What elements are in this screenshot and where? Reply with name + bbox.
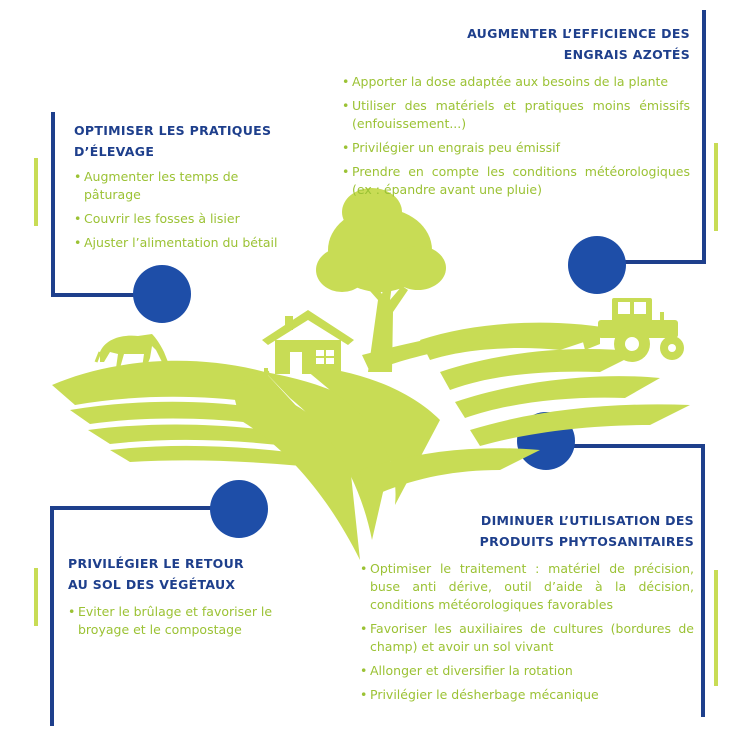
list-item: • Utiliser des matériels et pratiques moins émissifs (enfouissement...): [342, 97, 690, 133]
section-vegetaux: [68, 553, 293, 645]
list-item: • Ajuster l’alimentation du bétail: [74, 234, 299, 252]
bullet-list: [360, 560, 694, 704]
section-title: [360, 510, 694, 552]
list-item: • Augmenter les temps de pâturage: [74, 168, 299, 204]
list-item: • Optimiser le traitement : matériel de précision, buse anti dérive, outil d’aide à la décision, conditions météorologiques favorables: [360, 560, 694, 614]
title-line: AU SOL DES VÉGÉTAUX: [68, 577, 236, 592]
accent-bar-vegetaux: [34, 568, 38, 626]
house-icon: [262, 310, 354, 374]
list-item: • Privilégier le désherbage mécanique: [360, 686, 694, 704]
list-item: • Eviter le brûlage et favoriser le broyage et le compostage: [68, 603, 293, 639]
section-title: [68, 553, 293, 595]
accent-bar-engrais: [714, 143, 718, 231]
accent-bar-elevage: [34, 158, 38, 226]
bullet-list: [74, 168, 299, 252]
section-elevage: [74, 120, 299, 258]
title-line: OPTIMISER LES PRATIQUES: [74, 123, 272, 138]
list-item: • Prendre en compte les conditions météorologiques (ex : épandre avant une pluie): [342, 163, 690, 199]
circle-engrais: [568, 236, 626, 294]
list-item: • Allonger et diversifier la rotation: [360, 662, 694, 680]
title-line: ENGRAIS AZOTÉS: [563, 47, 690, 62]
list-item: • Couvrir les fosses à lisier: [74, 210, 299, 228]
accent-bar-phyto: [714, 570, 718, 686]
title-line: DIMINUER L’UTILISATION DES: [480, 513, 694, 528]
bullet-list: [342, 73, 690, 199]
title-line: PRIVILÉGIER LE RETOUR: [68, 556, 244, 571]
list-item: • Favoriser les auxiliaires de cultures (bordures de champ) et avoir un sol vivant: [360, 620, 694, 656]
title-line: AUGMENTER L’EFFICIENCE DES: [467, 26, 690, 41]
section-title: [342, 23, 690, 65]
section-title: [74, 120, 299, 162]
circle-vegetaux: [210, 480, 268, 538]
section-engrais: [342, 23, 690, 205]
list-item: • Apporter la dose adaptée aux besoins de la plante: [342, 73, 690, 91]
circle-elevage: [133, 265, 191, 323]
section-phyto: [360, 510, 694, 710]
list-item: • Privilégier un engrais peu émissif: [342, 139, 690, 157]
title-line: D’ÉLEVAGE: [74, 144, 155, 159]
title-line: PRODUITS PHYTOSANITAIRES: [479, 534, 694, 549]
bullet-list: [68, 603, 293, 639]
